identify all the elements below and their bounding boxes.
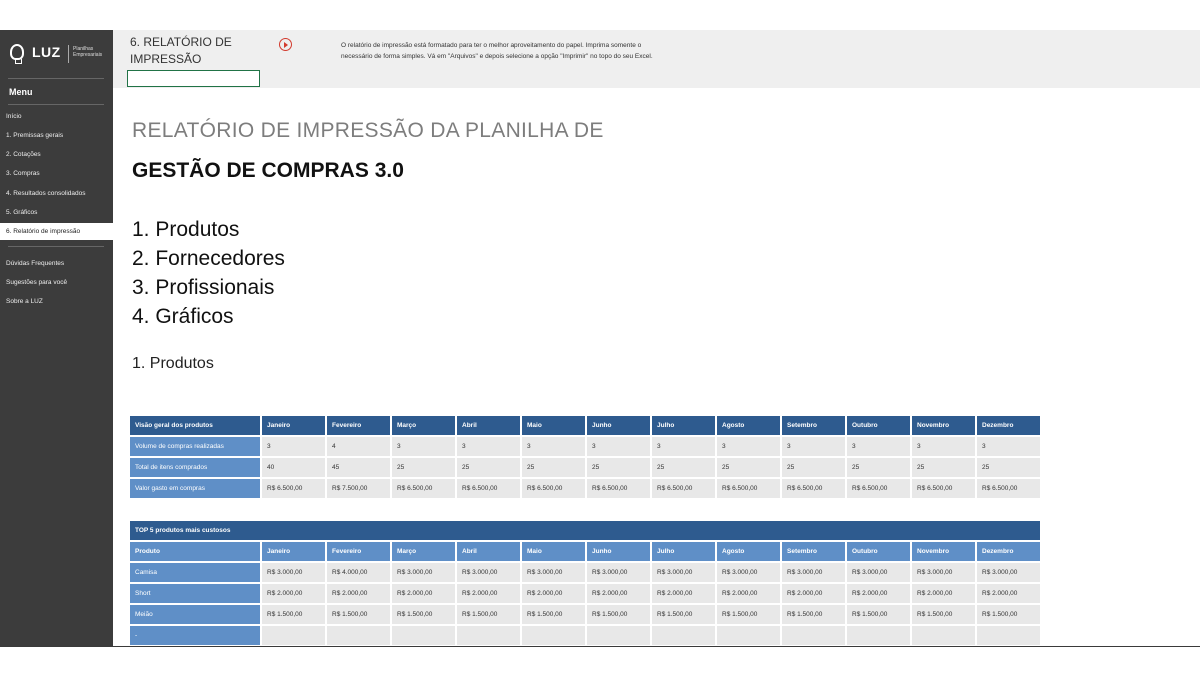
table-banner-row xyxy=(130,521,1040,540)
column-header: Visão geral dos produtos xyxy=(130,416,260,435)
report-subtitle: RELATÓRIO DE IMPRESSÃO DA PLANILHA DE xyxy=(132,119,604,142)
menu-title: Menu xyxy=(9,87,33,97)
table-cell[interactable] xyxy=(262,626,325,645)
app-window xyxy=(0,30,1200,647)
table-cell[interactable]: R$ 2.000,00 xyxy=(912,584,975,603)
sidebar-item-sobre-a-luz[interactable]: Sobre a LUZ xyxy=(6,298,43,305)
table-cell[interactable]: R$ 2.000,00 xyxy=(652,584,715,603)
table-cell[interactable]: R$ 2.000,00 xyxy=(262,584,325,603)
table-cell[interactable]: R$ 1.500,00 xyxy=(522,605,585,624)
table-cell[interactable]: 25 xyxy=(522,458,585,477)
column-header-month: Setembro xyxy=(782,416,845,435)
sidebar-item-duvidas-frequentes[interactable]: Dúvidas Frequentes xyxy=(6,260,65,267)
column-header-month: Dezembro xyxy=(977,416,1040,435)
table-cell[interactable]: 25 xyxy=(392,458,455,477)
section-title xyxy=(130,34,232,68)
table-cell[interactable]: R$ 4.000,00 xyxy=(327,563,390,582)
table-cell[interactable]: R$ 2.000,00 xyxy=(847,584,910,603)
table-cell[interactable]: R$ 2.000,00 xyxy=(392,584,455,603)
table-cell[interactable]: R$ 3.000,00 xyxy=(652,563,715,582)
table-cell[interactable]: 25 xyxy=(847,458,910,477)
table-cell[interactable]: 3 xyxy=(847,437,910,456)
sidebar-divider xyxy=(8,246,104,247)
toc-item: 3. Profissionais xyxy=(132,276,275,299)
table-cell[interactable]: R$ 2.000,00 xyxy=(782,584,845,603)
table-cell[interactable]: R$ 2.000,00 xyxy=(522,584,585,603)
sidebar-item-premissas-gerais[interactable]: 1. Premissas gerais xyxy=(6,132,64,139)
column-header-month: Janeiro xyxy=(262,542,325,561)
sidebar-item-resultados-consolidados[interactable]: 4. Resultados consolidados xyxy=(6,190,86,197)
row-label: Total de itens comprados xyxy=(130,458,260,477)
table-cell[interactable] xyxy=(587,626,650,645)
selected-cell[interactable] xyxy=(127,70,260,87)
top-bar xyxy=(113,30,1200,88)
column-header: Produto xyxy=(130,542,260,561)
table-cell[interactable]: R$ 1.500,00 xyxy=(652,605,715,624)
column-header-month: Agosto xyxy=(717,542,780,561)
table-cell[interactable]: R$ 6.500,00 xyxy=(522,479,585,498)
table-row xyxy=(130,479,1040,498)
sidebar-item-inicio[interactable]: Início xyxy=(6,113,22,120)
table-cell[interactable]: R$ 1.500,00 xyxy=(782,605,845,624)
column-header-month: Junho xyxy=(587,542,650,561)
table-cell[interactable]: R$ 3.000,00 xyxy=(782,563,845,582)
table-cell[interactable]: R$ 1.500,00 xyxy=(847,605,910,624)
row-label: Short xyxy=(130,584,260,603)
column-header-month: Janeiro xyxy=(262,416,325,435)
table-cell[interactable]: R$ 1.500,00 xyxy=(912,605,975,624)
table-cell[interactable]: R$ 3.000,00 xyxy=(522,563,585,582)
table-cell[interactable]: 3 xyxy=(587,437,650,456)
play-circle-icon[interactable] xyxy=(279,38,292,51)
table-cell[interactable]: R$ 7.500,00 xyxy=(327,479,390,498)
row-label: - xyxy=(130,626,260,645)
logo-brand: LUZ xyxy=(32,44,61,60)
table-cell[interactable]: R$ 6.500,00 xyxy=(652,479,715,498)
table-cell[interactable]: R$ 6.500,00 xyxy=(392,479,455,498)
table-cell[interactable] xyxy=(977,626,1040,645)
table-row xyxy=(130,584,1040,603)
toc-item: 4. Gráficos xyxy=(132,305,234,328)
table-cell[interactable]: R$ 1.500,00 xyxy=(262,605,325,624)
table-row xyxy=(130,626,1040,645)
column-header-month: Março xyxy=(392,542,455,561)
table-cell[interactable]: R$ 1.500,00 xyxy=(587,605,650,624)
sidebar xyxy=(0,30,113,647)
table-cell[interactable] xyxy=(652,626,715,645)
table-cell[interactable] xyxy=(717,626,780,645)
table-row xyxy=(130,605,1040,624)
column-header-month: Julho xyxy=(652,416,715,435)
table-row xyxy=(130,563,1040,582)
column-header-month: Dezembro xyxy=(977,542,1040,561)
table-cell[interactable]: R$ 6.500,00 xyxy=(977,479,1040,498)
table-cell[interactable] xyxy=(782,626,845,645)
table-cell[interactable]: R$ 6.500,00 xyxy=(782,479,845,498)
table-cell[interactable]: 4 xyxy=(327,437,390,456)
table-cell[interactable]: R$ 3.000,00 xyxy=(587,563,650,582)
table-cell[interactable]: R$ 3.000,00 xyxy=(912,563,975,582)
table-cell[interactable]: R$ 2.000,00 xyxy=(977,584,1040,603)
column-header-month: Maio xyxy=(522,416,585,435)
lightbulb-icon xyxy=(10,44,24,60)
row-label: Valor gasto em compras xyxy=(130,479,260,498)
table-cell[interactable]: R$ 1.500,00 xyxy=(717,605,780,624)
toc-item: 2. Fornecedores xyxy=(132,247,285,270)
table-cell[interactable]: 3 xyxy=(392,437,455,456)
table-cell[interactable]: R$ 2.000,00 xyxy=(327,584,390,603)
table-cell[interactable]: 3 xyxy=(782,437,845,456)
column-header-month: Outubro xyxy=(847,542,910,561)
column-header-month: Junho xyxy=(587,416,650,435)
overview-table xyxy=(128,414,1042,500)
table-cell[interactable]: R$ 2.000,00 xyxy=(587,584,650,603)
table-cell[interactable]: R$ 1.500,00 xyxy=(457,605,520,624)
column-header-month: Novembro xyxy=(912,416,975,435)
logo-tagline: Planilhas Empresariais xyxy=(73,46,103,58)
table-cell[interactable]: R$ 1.500,00 xyxy=(977,605,1040,624)
column-header-month: Maio xyxy=(522,542,585,561)
table-cell[interactable]: R$ 1.500,00 xyxy=(392,605,455,624)
column-header-month: Julho xyxy=(652,542,715,561)
column-header-month: Agosto xyxy=(717,416,780,435)
column-header-month: Abril xyxy=(457,416,520,435)
table-cell[interactable]: R$ 6.500,00 xyxy=(587,479,650,498)
table-cell[interactable]: R$ 3.000,00 xyxy=(457,563,520,582)
table-cell[interactable]: 3 xyxy=(457,437,520,456)
table-cell[interactable]: R$ 2.000,00 xyxy=(457,584,520,603)
table-cell[interactable] xyxy=(392,626,455,645)
table-cell[interactable] xyxy=(457,626,520,645)
table-of-contents xyxy=(132,215,285,331)
table-cell[interactable]: 25 xyxy=(717,458,780,477)
table-cell[interactable]: R$ 6.500,00 xyxy=(262,479,325,498)
table-cell[interactable]: 3 xyxy=(912,437,975,456)
logo-separator xyxy=(68,45,69,63)
table-header-row xyxy=(130,542,1040,561)
print-instructions-note xyxy=(341,40,741,62)
table-cell[interactable] xyxy=(327,626,390,645)
sidebar-divider xyxy=(8,104,104,105)
row-label: Camisa xyxy=(130,563,260,582)
table-cell[interactable]: R$ 1.500,00 xyxy=(327,605,390,624)
table-cell[interactable] xyxy=(912,626,975,645)
sidebar-divider xyxy=(8,78,104,79)
table-cell[interactable]: 25 xyxy=(652,458,715,477)
table-cell[interactable]: R$ 6.500,00 xyxy=(912,479,975,498)
column-header-month: Outubro xyxy=(847,416,910,435)
table-cell[interactable]: R$ 3.000,00 xyxy=(262,563,325,582)
table-cell[interactable] xyxy=(522,626,585,645)
table-cell[interactable]: 3 xyxy=(262,437,325,456)
table-cell[interactable]: 45 xyxy=(327,458,390,477)
table-cell[interactable] xyxy=(847,626,910,645)
sidebar-item-compras[interactable]: 3. Compras xyxy=(6,170,40,177)
table-cell[interactable]: 25 xyxy=(587,458,650,477)
table-cell[interactable]: R$ 2.000,00 xyxy=(717,584,780,603)
sidebar-item-sugestoes[interactable]: Sugestões para você xyxy=(6,279,68,286)
luz-logo xyxy=(10,42,110,68)
report-content xyxy=(113,88,1200,647)
table-cell[interactable]: 25 xyxy=(782,458,845,477)
top5-table xyxy=(128,519,1042,647)
table-cell[interactable]: 25 xyxy=(457,458,520,477)
table-cell[interactable]: 3 xyxy=(977,437,1040,456)
column-header-month: Abril xyxy=(457,542,520,561)
column-header-month: Novembro xyxy=(912,542,975,561)
table-cell[interactable]: 25 xyxy=(977,458,1040,477)
table-row xyxy=(130,437,1040,456)
table-cell[interactable]: 40 xyxy=(262,458,325,477)
section-title-line2: IMPRESSÃO xyxy=(130,52,202,66)
table-cell[interactable]: 25 xyxy=(912,458,975,477)
row-label: Meião xyxy=(130,605,260,624)
table-cell[interactable]: R$ 3.000,00 xyxy=(717,563,780,582)
column-header-month: Fevereiro xyxy=(327,416,390,435)
table-cell[interactable]: R$ 3.000,00 xyxy=(847,563,910,582)
column-header-month: Fevereiro xyxy=(327,542,390,561)
row-label: Volume de compras realizadas xyxy=(130,437,260,456)
table-cell[interactable]: 3 xyxy=(522,437,585,456)
toc-item: 1. Produtos xyxy=(132,218,240,241)
column-header-month: Março xyxy=(392,416,455,435)
sidebar-item-relatorio-de-impressao[interactable]: 6. Relatório de impressão xyxy=(0,223,113,240)
table-header-row xyxy=(130,416,1040,435)
table-cell[interactable]: 3 xyxy=(652,437,715,456)
section-heading: 1. Produtos xyxy=(132,355,214,372)
sidebar-item-cotacoes[interactable]: 2. Cotações xyxy=(6,151,41,158)
table-cell[interactable]: R$ 3.000,00 xyxy=(392,563,455,582)
sidebar-item-graficos[interactable]: 5. Gráficos xyxy=(6,209,38,216)
table-row xyxy=(130,458,1040,477)
table-banner: TOP 5 produtos mais custosos xyxy=(130,521,1040,540)
table-cell[interactable]: R$ 6.500,00 xyxy=(717,479,780,498)
window-bottom-border xyxy=(0,646,1200,647)
table-cell[interactable]: R$ 6.500,00 xyxy=(847,479,910,498)
table-cell[interactable]: R$ 6.500,00 xyxy=(457,479,520,498)
table-cell[interactable]: 3 xyxy=(717,437,780,456)
note-line: necessário de forma simples. Vá em "Arquivos" e depois selecione a opção "Imprimir" no topo do seu Excel. xyxy=(341,53,653,60)
column-header-month: Setembro xyxy=(782,542,845,561)
table-cell[interactable]: R$ 3.000,00 xyxy=(977,563,1040,582)
note-line: O relatório de impressão está formatado para ter o melhor aproveitamento do papel. Imprima somente o xyxy=(341,42,642,49)
section-title-line1: 6. RELATÓRIO DE xyxy=(130,35,232,49)
report-title: GESTÃO DE COMPRAS 3.0 xyxy=(132,159,404,182)
